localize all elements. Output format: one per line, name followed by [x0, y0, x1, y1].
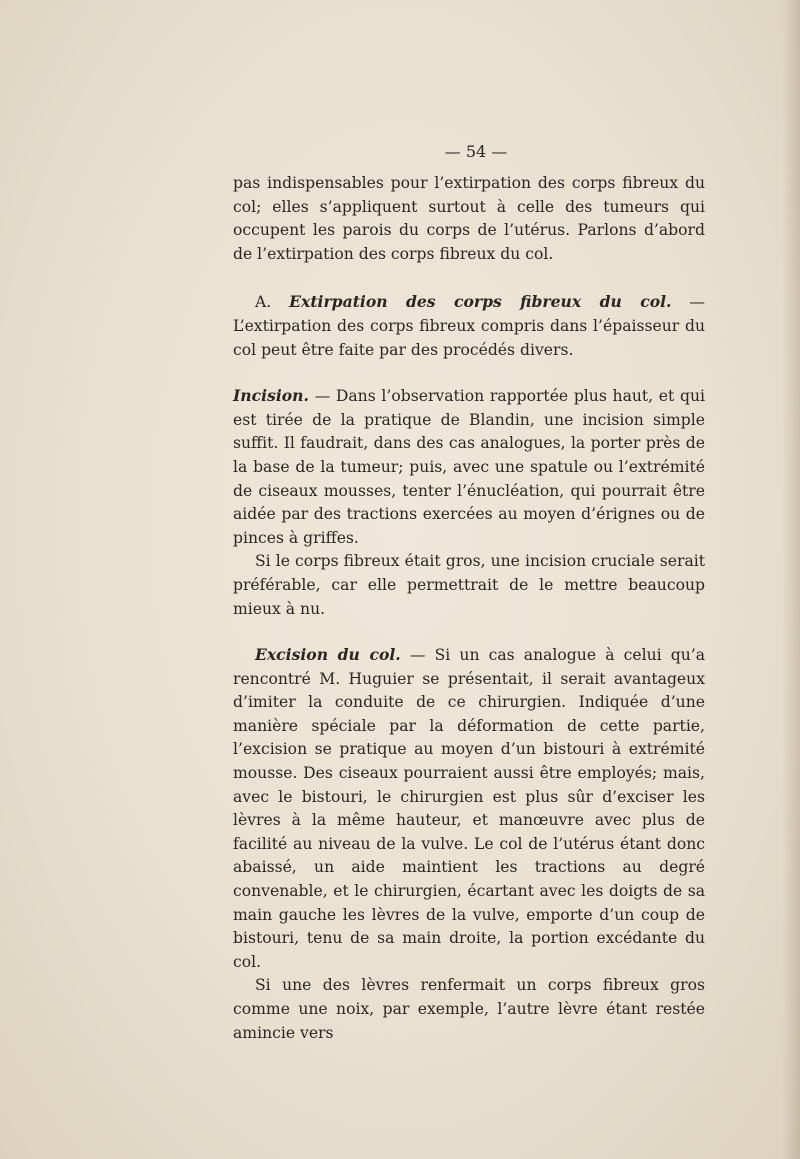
page-number: — 54 —	[444, 142, 508, 161]
section-letter: A.	[255, 293, 272, 312]
page-text-block	[233, 140, 705, 1045]
paragraph-4	[233, 550, 705, 621]
paragraph-4-text: Si le corps fibreux était gros, une incision cruciale serait préférable, car elle permettrait de le mettre beaucoup mieux à nu.	[233, 552, 705, 618]
paragraph-5	[233, 643, 705, 974]
paragraph-5-text: — Si un cas analogue à celui qu’a rencontré M. Huguier se présentait, il serait avantageux d’imiter la conduite de ce chirurgien. Indiquée d’une manière spéciale par la déformation de cette partie, l’excision se pratique au moyen d’un bistouri à extrémité mousse. Des ciseaux pourraient aussi être employés; mais, avec le bistouri, le chirurgien est plus sûr d’exciser les lèvres à la même hauteur, et manœuvre avec plus de facilité au niveau de la vulve. Le col de l’utérus étant donc abaissé, un aide maintient les tractions au degré convenable, et le chirurgien, écartant avec les doigts de sa main gauche les lèvres de la vulve, emporte d’un coup de bistouri, tenu de sa main droite, la portion excédante du col.	[233, 646, 706, 971]
section-gap	[233, 621, 705, 643]
paragraph-6-text: Si une des lèvres renfermait un corps fibreux gros comme une noix, par exemple, l’autre lèvre étant restée amincie vers	[233, 976, 705, 1042]
paragraph-1	[233, 172, 705, 266]
section-gap	[233, 266, 705, 290]
subsection-heading-incision: Incision.	[233, 386, 309, 406]
paragraph-2	[233, 290, 705, 362]
section-gap	[233, 362, 705, 384]
subsection-heading-excision: Excision du col.	[255, 645, 401, 665]
paragraph-3	[233, 384, 705, 550]
paragraph-2-text: — L’extirpation des corps fibreux compris dans l’épaisseur du col peut être faite par des procédés divers.	[233, 293, 705, 359]
paragraph-6	[233, 974, 705, 1045]
section-heading: Extirpation des corps fibreux du col.	[289, 292, 672, 312]
paragraph-3-text: — Dans l’observation rapportée plus haut, et qui est tirée de la pratique de Blandin, une incision simple suffit. Il faudrait, dans des cas analogues, la porter près de la base de la tumeur; puis, avec une spatule ou l’extrémité de ciseaux mousses, tenter l’énucléation, qui pourrait être aidée par des tractions exercées au moyen d’érignes ou de pinces à griffes.	[233, 387, 705, 547]
page-edge-shadow	[782, 0, 800, 1159]
paragraph-1-text: pas indispensables pour l’extirpation des corps fibreux du col; elles s’appliquent surtout à celle des tumeurs qui occupent les parois du corps de l’utérus. Parlons d’abord de l’extirpation des corps fibreux du col.	[233, 174, 705, 263]
